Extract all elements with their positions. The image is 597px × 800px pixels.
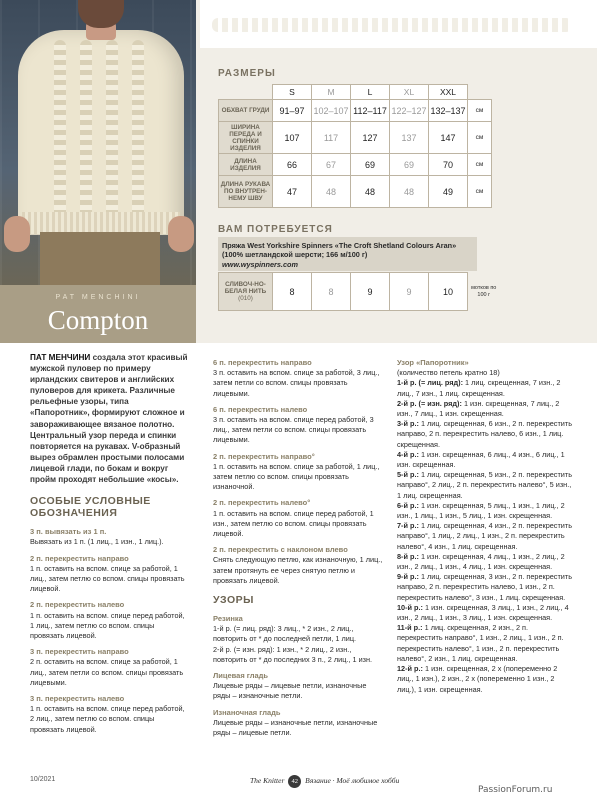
fern-row bbox=[397, 399, 573, 419]
rib-title: Резинка bbox=[213, 614, 243, 624]
abbrev-title: 2 п. перекрестить с наклоном влево bbox=[213, 545, 348, 555]
abbrev-title: 2 п. перекрестить направо° bbox=[213, 451, 315, 461]
patterns-heading: УЗОРЫ bbox=[213, 594, 254, 607]
unit: см bbox=[468, 176, 492, 208]
fern-row bbox=[397, 572, 573, 603]
reverse-title: Изнаночная гладь bbox=[213, 707, 281, 717]
abbrev-title: 6 п. перекрестить налево bbox=[213, 404, 308, 414]
designer-name: PAT MENCHINI bbox=[55, 294, 141, 301]
cell: 127 bbox=[351, 122, 390, 154]
yarn-info bbox=[218, 237, 477, 271]
unit: мотков по 100 г bbox=[471, 285, 497, 298]
abbrev-title: 3 п. перекрестить налево bbox=[30, 693, 125, 703]
abbrev-title: 6 п. перекрестить направо bbox=[213, 358, 312, 367]
cell: 107 bbox=[273, 122, 312, 154]
cell: 122–127 bbox=[390, 100, 429, 122]
reverse-text: Лицевые ряды – изнаночные петли, изнаночные ряды – лицевые петли. bbox=[213, 717, 378, 738]
fern-row bbox=[397, 603, 573, 623]
abbrev-text: 1 п. оставить на вспом. спице перед работой, 2 лиц., затем петлю со вспом. спицы провязать лицевой. bbox=[30, 704, 185, 734]
cell: 66 bbox=[273, 154, 312, 176]
fern-row-num: 5-й р.: bbox=[397, 470, 419, 480]
fern-row bbox=[397, 450, 573, 470]
row-label: ДЛИНА РУКАВА ПО ВНУТРЕН-НЕМУ ШВУ bbox=[219, 176, 273, 208]
intro-text: создала этот красивый мужской пуловер по примеру ирландских свитеров и английских пуловеров для крикета. Различные рельефные узоры, типа «Папоротник», формируют сложное и завораживающее вязаное полотно. Центральный узор переда и спинки повторяется на рукавах. V-образный вырез обрамлен простыми полосами лицевой глади, по бокам и вокруг пройм проходят небольшие «косы». bbox=[30, 353, 188, 485]
rib-row-2: 2-й р. (= изн. ряд): 1 изн., * 2 лиц., 2 изн., повторить от * до последних 3 п., 2 лиц., 1 изн. bbox=[213, 644, 373, 664]
abbrev-text: 3 п. оставить на вспом. спице перед работой, 3 лиц., затем петли со вспом. спицы провязать лицевыми. bbox=[213, 415, 374, 445]
footer-magazine bbox=[250, 775, 399, 788]
row-label: ДЛИНА ИЗДЕЛИЯ bbox=[219, 154, 273, 176]
fern-row-text: 1 изн. скрещенная, 2 х (попеременно 2 лиц., 1 изн.), 2 изн., 2 х (попеременно 1 изн., 2 лиц.), 1 изн. скрещенная. bbox=[397, 664, 558, 694]
size-label: M bbox=[312, 85, 351, 100]
cell: 9 bbox=[390, 273, 429, 311]
cell: 8 bbox=[273, 273, 312, 311]
abbrev-text: Снять следующую петлю, как изнаночную, 1 лиц., затем протянуть ее через снятую петлю и провязать лицевой. bbox=[213, 555, 383, 585]
fern-row-num: 11-й р.: bbox=[397, 623, 423, 633]
abbrev-text: 3 п. оставить на вспом. спице за работой, 3 лиц., затем петли со вспом. спицы провязать лицевыми. bbox=[213, 368, 380, 398]
abbrev-title: 2 п. перекрестить налево bbox=[30, 600, 125, 610]
abbrev-title: 3 п. перекрестить направо bbox=[30, 647, 129, 657]
size-label: XXL bbox=[429, 85, 468, 100]
color-code: (010) bbox=[238, 295, 253, 302]
fern-row-text: 1 изн. скрещенная, 6 лиц., 4 изн., 6 лиц., 1 изн. скрещенная. bbox=[397, 449, 565, 470]
cell: 70 bbox=[429, 154, 468, 176]
column-2 bbox=[213, 358, 383, 741]
abbrev-text: 1 п. оставить на вспом. спице перед работой, 1 изн., затем петлю со вспом. спицы провязать лицевой. bbox=[213, 508, 374, 539]
intro-paragraph bbox=[30, 352, 190, 485]
abbrev-text: 1 п. оставить на вспом. спице перед работой, 1 лиц., затем петлю со вспом. спицы провязать лицевой. bbox=[30, 610, 185, 640]
fern-row-num: 2-й р. (= изн. ряд): bbox=[397, 398, 462, 408]
color-label: СЛИВОЧ-НО-БЕЛАЯ НИТЬ bbox=[224, 281, 267, 295]
fern-row bbox=[397, 501, 573, 521]
fern-row-num: 12-й р.: bbox=[397, 664, 423, 674]
unit: см bbox=[468, 100, 492, 122]
fern-title: Узор «Папоротник» bbox=[397, 358, 469, 367]
cell: 69 bbox=[390, 154, 429, 176]
cell: 137 bbox=[390, 122, 429, 154]
magazine-name: The Knitter bbox=[250, 776, 285, 785]
cell: 112–117 bbox=[351, 100, 390, 122]
abbrev-title: 2 п. перекрестить налево° bbox=[213, 498, 311, 508]
abbrev-heading: ОСОБЫЕ УСЛОВНЫЕ ОБОЗНАЧЕНИЯ bbox=[30, 495, 151, 520]
sizes-heading: РАЗМЕРЫ bbox=[218, 68, 276, 79]
column-3 bbox=[397, 358, 573, 695]
column-1 bbox=[30, 352, 190, 738]
yarn-name: Пряжа West Yorkshire Spinners «The Croft Shetland Colours Aran» bbox=[222, 241, 457, 250]
fern-row-text: 1 лиц. скрещенная, 3 изн., 2 п. перекрестить направо, 2 п. перекрестить налево, 1 изн., 2 п. перекрестить налево°, 3 изн., 1 лиц. скрещенная. bbox=[397, 572, 573, 602]
size-label: XL bbox=[390, 85, 429, 100]
yarn-composition: (100% шетландской шерсти; 166 м/100 г) bbox=[222, 250, 368, 259]
issue-number: 10/2021 bbox=[30, 776, 56, 783]
fern-row-num: 8-й р.: bbox=[397, 551, 419, 561]
size-label: L bbox=[351, 85, 390, 100]
rib-row-1: 1-й р. (= лиц. ряд): 3 лиц., * 2 изн., 2 лиц., повторить от * до последней петли, 1 лиц. bbox=[213, 624, 357, 644]
fern-row-text: 1 изн. скрещенная, 3 лиц., 1 изн., 2 лиц., 4 изн., 2 лиц., 1 изн., 3 лиц., 1 изн. скрещенная. bbox=[397, 602, 569, 623]
fern-row-text: 1 изн. скрещенная, 7 лиц., 2 изн., 7 лиц., 1 изн. скрещенная. bbox=[397, 398, 560, 419]
fern-row-text: 1 изн. скрещенная, 5 лиц., 1 изн., 1 лиц., 2 изн., 1 лиц., 1 изн., 5 лиц., 1 изн. скрещенная. bbox=[397, 500, 565, 521]
abbrev-text: 1 п. оставить на вспом. спице за работой, 1 лиц., затем петлю со вспом. спицы провязать изнаночной. bbox=[213, 461, 380, 492]
fern-row bbox=[397, 378, 573, 398]
abbrev-title: 2 п. перекрестить направо bbox=[30, 553, 129, 563]
magazine-tagline: Вязание · Моё любимое хобби bbox=[305, 776, 400, 785]
cell: 9 bbox=[351, 273, 390, 311]
fern-row-num: 4-й р.: bbox=[397, 449, 419, 459]
fern-row-num: 6-й р.: bbox=[397, 500, 419, 510]
unit: см bbox=[468, 154, 492, 176]
size-table bbox=[218, 84, 492, 208]
fern-row bbox=[397, 552, 573, 572]
cell: 147 bbox=[429, 122, 468, 154]
cell: 67 bbox=[312, 154, 351, 176]
title-block bbox=[0, 285, 196, 343]
abbrev-text: 2 п. оставить на вспом. спице за работой, 1 лиц., затем петли со вспом. спицы провязать лицевыми. bbox=[30, 657, 184, 687]
fern-row-num: 7-й р.: bbox=[397, 521, 419, 531]
fern-row bbox=[397, 664, 573, 695]
fern-row bbox=[397, 419, 573, 450]
stockinette-text: Лицевые ряды – лицевые петли, изнаночные ряды – изнаночные петли. bbox=[213, 681, 367, 701]
fern-row-text: 1 лиц. скрещенная, 4 изн., 2 п. перекрестить направо°, 1 лиц., 2 лиц., 1 изн., 2 п. перекрестить налево°, 4 изн., 1 лиц. скрещенная. bbox=[397, 521, 573, 551]
fern-row bbox=[397, 623, 573, 664]
fern-row-num: 10-й р.: bbox=[397, 602, 423, 612]
unit: см bbox=[468, 122, 492, 154]
fern-row bbox=[397, 470, 573, 501]
intro-lead: ПАТ МЕНЧИНИ bbox=[30, 353, 91, 362]
cell: 8 bbox=[312, 273, 351, 311]
size-label: S bbox=[273, 85, 312, 100]
fern-row-text: 1 изн. скрещенная, 4 лиц., 1 изн., 2 лиц., 2 изн., 2 лиц., 1 изн., 4 лиц., 1 изн. скрещенная. bbox=[397, 551, 565, 572]
cell: 49 bbox=[429, 176, 468, 208]
cell: 132–137 bbox=[429, 100, 468, 122]
fern-row-num: 1-й р. (= лиц. ряд): bbox=[397, 378, 464, 388]
yarn-link[interactable]: www.wyspinners.com bbox=[222, 260, 298, 269]
abbrev-title: 3 п. вывязать из 1 п. bbox=[30, 527, 107, 537]
cell: 10 bbox=[429, 273, 468, 311]
stockinette-title: Лицевая гладь bbox=[213, 671, 269, 681]
cell: 117 bbox=[312, 122, 351, 154]
hero-photo bbox=[0, 0, 196, 285]
abbrev-text: Вывязать из 1 п. (1 лиц., 1 изн., 1 лиц.). bbox=[30, 537, 164, 547]
fern-row-num: 9-й р.: bbox=[397, 572, 419, 582]
fern-row-text: 1 лиц. скрещенная, 2 изн., 2 п. перекрестить направо°, 1 изн., 2 лиц., 1 изн., 2 п. перекрестить налево°, 1 изн., 2 п. перекрестить налево°, 2 изн., 1 лиц. скрещенная. bbox=[397, 623, 564, 663]
fern-row-text: 1 лиц. скрещенная, 7 изн., 2 лиц., 7 изн., 1 лиц. скрещенная. bbox=[397, 378, 561, 398]
fern-row-num: 3-й р.: bbox=[397, 419, 419, 429]
watermark: PassionForum.ru bbox=[478, 785, 553, 795]
cell: 47 bbox=[273, 176, 312, 208]
row-label: ОБХВАТ ГРУДИ bbox=[219, 100, 273, 122]
cell: 91–97 bbox=[273, 100, 312, 122]
fern-row bbox=[397, 521, 573, 552]
yarn-amount-table bbox=[218, 272, 500, 311]
cell: 48 bbox=[312, 176, 351, 208]
cell: 48 bbox=[390, 176, 429, 208]
color-cell bbox=[219, 273, 273, 311]
fern-row-text: 1 лиц. скрещенная, 6 изн., 2 п. перекрестить направо, 2 п. перекрестить налево, 6 изн., 1 лиц. скрещенная. bbox=[397, 419, 573, 449]
fern-row-text: 1 лиц. скрещенная, 5 изн., 2 п. перекрестить направо°, 2 лиц., 2 п. перекрестить налево°, 5 изн., 1 лиц. скрещенная. bbox=[397, 470, 573, 500]
materials-heading: ВАМ ПОТРЕБУЕТСЯ bbox=[218, 224, 333, 235]
abbrev-text: 1 п. оставить на вспом. спице за работой, 1 лиц., затем петлю со вспом. спицы провязать лицевой. bbox=[30, 563, 185, 594]
page-number: 42 bbox=[288, 775, 301, 788]
row-label: ШИРИНА ПЕРЕДА И СПИНКИ ИЗДЕЛИЯ bbox=[219, 122, 273, 154]
fern-count: (количество петель кратно 18) bbox=[397, 368, 500, 378]
cell: 102–107 bbox=[312, 100, 351, 122]
cell: 69 bbox=[351, 154, 390, 176]
cell: 48 bbox=[351, 176, 390, 208]
pattern-title: Compton bbox=[47, 305, 149, 335]
